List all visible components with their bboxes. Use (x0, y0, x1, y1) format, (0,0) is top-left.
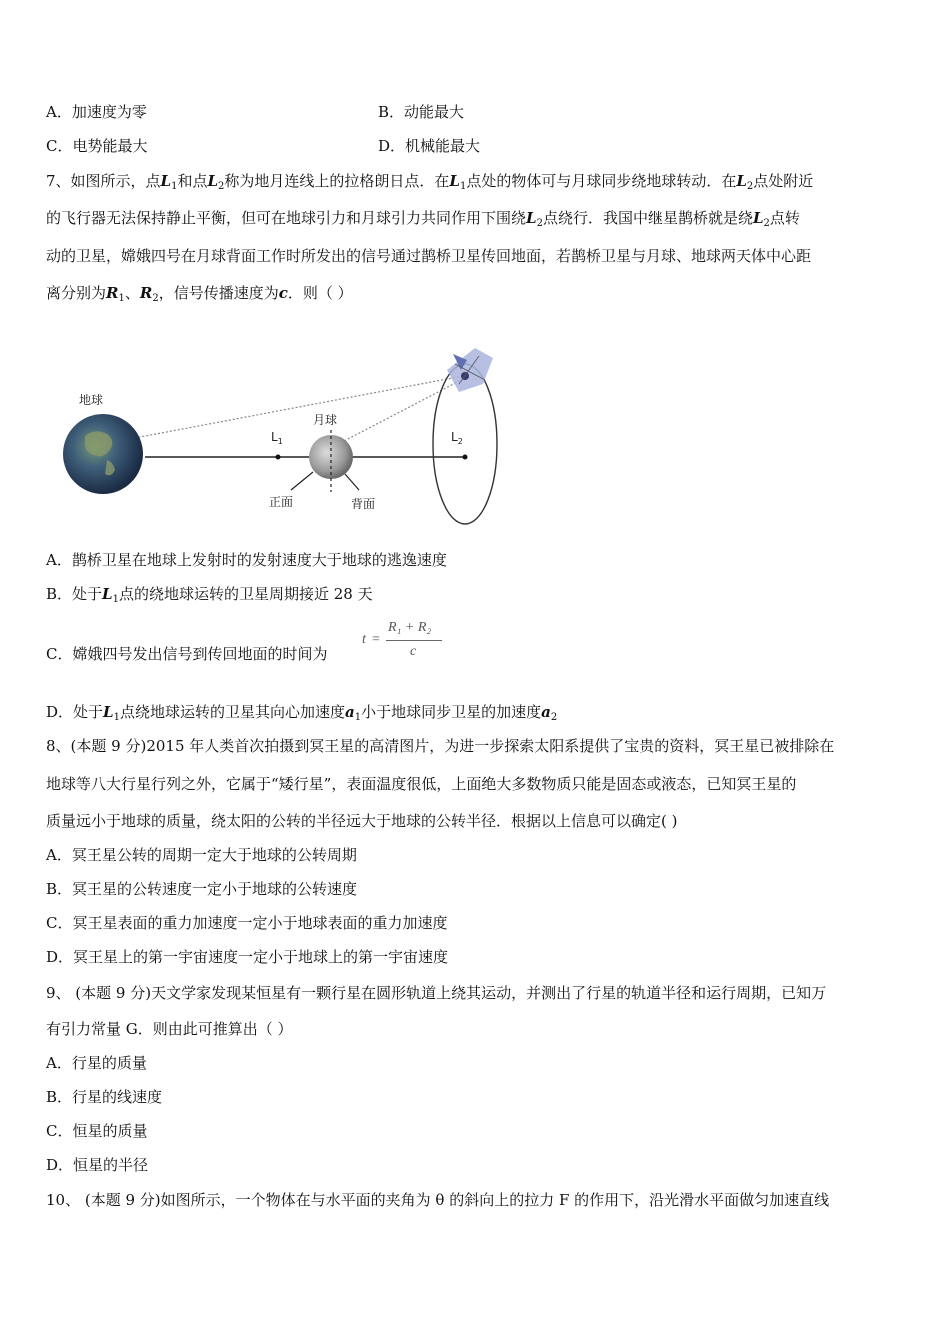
moon-label: 月球 (313, 413, 338, 427)
q6-option-c: C．电势能最大 (46, 137, 148, 155)
q9-option-d: D．恒星的半径 (46, 1156, 149, 1174)
q8-stem-line2: 地球等八大行星行列之外，它属于“矮行星”，表面温度很低，上面绝大多数物质只能是固态或液态，已知冥王星的 (46, 775, 797, 793)
q7-option-b: B．处于$L_1$点的绕地球运转的卫星周期接近 28 天 (46, 585, 373, 605)
q8-option-d: D．冥王星上的第一宇宙速度一定小于地球上的第一宇宙速度 (46, 948, 449, 966)
l1-label: $L_1$ (271, 430, 283, 446)
q7-option-a: A．鹊桥卫星在地球上发射时的发射速度大于地球的逃逸速度 (46, 551, 447, 569)
front-pointer (291, 472, 313, 490)
q7-stem-line4: 离分别为$R_1$、$R_2$，信号传播速度为c．则（ ） (46, 284, 353, 304)
q6-option-b: B．动能最大 (378, 103, 465, 121)
q8-stem-line1: 8、(本题 9 分)2015 年人类首次拍摄到冥王星的高清图片，为进一步探索太阳系提供了宝贵的资料，冥王星已被排除在 (46, 737, 835, 755)
q7-formula: t = R₁ + R₂ c (362, 620, 452, 668)
l2-label: $L_2$ (451, 430, 463, 446)
earth-moon-lagrange-figure (55, 340, 515, 532)
fraction-bar (386, 640, 442, 641)
q9-stem-line1: 9、 (本题 9 分)天文学家发现某恒星有一颗行星在圆形轨道上绕其运动，并测出了行星的轨道半径和运行周期，已知万 (46, 984, 827, 1002)
q9-option-b: B．行星的线速度 (46, 1088, 163, 1106)
q8-option-c: C．冥王星表面的重力加速度一定小于地球表面的重力加速度 (46, 914, 448, 932)
q7-stem-line3: 动的卫星，嫦娥四号在月球背面工作时所发出的信号通过鹊桥卫星传回地面，若鹊桥卫星与月球、地球两天体中心距 (46, 247, 812, 265)
q9-option-a: A．行星的质量 (46, 1054, 147, 1072)
l2-point (463, 455, 468, 460)
back-pointer (345, 474, 359, 490)
q9-option-c: C．恒星的质量 (46, 1122, 148, 1140)
earth-label: 地球 (79, 393, 104, 407)
front-label: 正面 (269, 495, 294, 509)
q8-option-b: B．冥王星的公转速度一定小于地球的公转速度 (46, 880, 358, 898)
sightline-earth-satellite (103, 376, 463, 444)
l1-point (276, 455, 281, 460)
q7-option-d: D．处于$L_1$点绕地球运转的卫星其向心加速度$a_1$小于地球同步卫星的加速度$a_2$ (46, 703, 558, 723)
q7-stem-line1: 7、如图所示，点$L_1$和点$L_2$称为地月连线上的拉格朗日点．在$L_1$点处的物体可与月球同步绕地球转动．在$L_2$点处附近 (46, 172, 814, 192)
q9-stem-line2: 有引力常量 G．则由此可推算出（ ） (46, 1020, 293, 1038)
q8-stem-line3: 质量远小于地球的质量，绕太阳的公转的半径远大于地球的公转半径．根据以上信息可以确定( ) (46, 812, 678, 830)
q6-option-d: D．机械能最大 (378, 137, 481, 155)
q6-option-a: A．加速度为零 (46, 103, 147, 121)
q10-stem-line1: 10、 (本题 9 分)如图所示，一个物体在与水平面的夹角为 θ 的斜向上的拉力 F 的作用下，沿光滑水平面做匀加速直线 (46, 1191, 830, 1209)
q8-option-a: A．冥王星公转的周期一定大于地球的公转周期 (46, 846, 357, 864)
back-label: 背面 (351, 497, 376, 511)
q7-option-c: C．嫦娥四号发出信号到传回地面的时间为 (46, 645, 328, 663)
q7-stem-line2: 的飞行器无法保持静止平衡，但可在地球引力和月球引力共同作用下围绕$L_2$点绕行．我国中继星鹊桥就是绕$L_2$点转 (46, 209, 800, 229)
